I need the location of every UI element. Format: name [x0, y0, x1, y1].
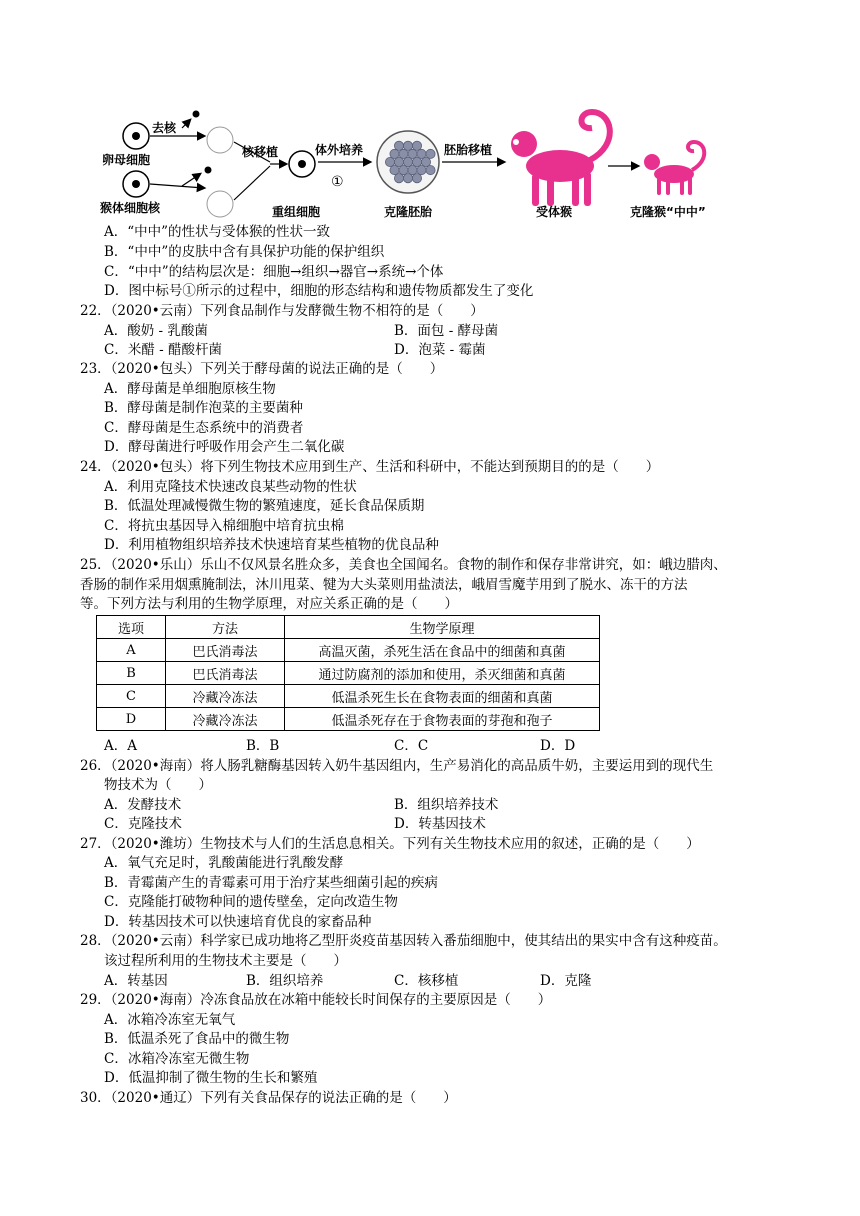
cloned-monkey-label: 克隆猴“中中”	[630, 205, 706, 219]
table-cell: C	[97, 685, 166, 708]
in-vitro-culture-label: 体外培养	[315, 143, 364, 157]
embryo-cell	[403, 174, 412, 183]
circle-one-label: ①	[331, 174, 344, 190]
monkey-nucleus-label: 猴体细胞核	[100, 201, 161, 215]
q21-option-a: A．“中中”的性状与受体猴的性状一致	[104, 224, 331, 240]
table-header-row	[97, 616, 600, 639]
table-row	[97, 639, 600, 662]
embryo-cell	[412, 157, 421, 166]
q26-option-c: C．克隆技术	[104, 816, 182, 832]
embryo-cell	[394, 174, 403, 183]
embryo-cell	[426, 166, 435, 175]
q28-option-d: D．克隆	[540, 973, 592, 989]
cloned-embryo	[377, 131, 439, 193]
q22-stem: 22．（2020•云南）下列食品制作与发酵微生物不相符的是（ ）	[80, 303, 484, 319]
table-cell: 低温杀死存在于食物表面的芽孢和孢子	[285, 708, 600, 731]
table-cell: 巴氏消毒法	[166, 662, 285, 685]
embryo-cell	[421, 157, 430, 166]
removed-nucleus	[193, 111, 200, 118]
q28-option-b: B．组织培养	[246, 973, 324, 989]
table-cell: 巴氏消毒法	[166, 639, 285, 662]
q27-option-c: C．克隆能打破物种间的遗传壁垒，定向改造生物	[104, 894, 398, 910]
embryo-cell	[399, 166, 408, 175]
table-header-cell: 生物学原理	[285, 616, 600, 639]
q27-option-d: D．转基因技术可以快速培育优良的家畜品种	[104, 914, 372, 930]
q24-option-d: D．利用植物组织培养技术快速培育某些植物的优良品种	[104, 537, 439, 553]
q26-option-d: D．转基因技术	[394, 816, 486, 832]
table-cell: B	[97, 662, 166, 685]
q24-option-a: A．利用克隆技术快速改良某些动物的性状	[104, 479, 357, 495]
q27-option-b: B．青霉菌产生的青霉素可用于治疗某些细菌引起的疾病	[104, 875, 438, 891]
q21-option-d: D．图中标号①所示的过程中，细胞的形态结构和遗传物质都发生了变化	[104, 283, 534, 299]
recombinant-cell-label: 重组细胞	[272, 205, 321, 219]
q28-stem-line-2: 该过程所利用的生物技术主要是（ ）	[104, 953, 347, 969]
q29-stem: 29．（2020•海南）冷冻食品放在冰箱中能较长时间保存的主要原因是（ ）	[80, 992, 552, 1008]
embryo-cell	[399, 149, 408, 158]
q26-stem-line-1: 26．（2020•海南）将人肠乳糖酶基因转入奶牛基因组内，生产易消化的高品质牛奶，主要运用到的现代生	[80, 758, 714, 774]
table-cell: A	[97, 639, 166, 662]
remove-nucleus-label: 去核	[152, 121, 177, 135]
egg-cell-label: 卵母细胞	[102, 153, 151, 167]
q29-option-a: A．冰箱冷冻室无氧气	[104, 1012, 236, 1028]
table-row	[97, 708, 600, 731]
q25-option-b: B．B	[246, 738, 280, 754]
q25-stem-line-3: 等。下列方法与利用的生物学原理，对应关系正确的是（ ）	[80, 596, 458, 612]
q21-option-b: B．“中中”的皮肤中含有具保护功能的保护组织	[104, 244, 385, 260]
q25-table	[96, 615, 600, 731]
q23-option-c: C．酵母菌是生态系统中的消费者	[104, 420, 304, 436]
q30-stem: 30．（2020•通辽）下列有关食品保存的说法正确的是（ ）	[80, 1090, 457, 1106]
embryo-transfer-label: 胚胎移植	[444, 143, 493, 157]
cloned-embryo-label: 克隆胚胎	[384, 205, 433, 219]
embryo-cell	[394, 157, 403, 166]
table-header-cell: 方法	[166, 616, 285, 639]
embryo-cell	[408, 166, 417, 175]
q23-option-d: D．酵母菌进行呼吸作用会产生二氧化碳	[104, 439, 345, 455]
embryo-cell	[412, 141, 421, 150]
embryo-cell	[390, 166, 399, 175]
embryo-cell	[403, 157, 412, 166]
q23-option-a: A．酵母菌是单细胞原核生物	[104, 381, 276, 397]
q27-option-a: A．氧气充足时，乳酸菌能进行乳酸发酵	[104, 855, 344, 871]
embryo-cell	[417, 166, 426, 175]
q24-stem: 24．（2020•包头）将下列生物技术应用到生产、生活和科研中，不能达到预期目的的是（ ）	[80, 459, 660, 475]
egg-cell	[123, 123, 149, 149]
q28-option-a: A．转基因	[104, 973, 168, 989]
embryo-cell	[390, 149, 399, 158]
q25-option-c: C．C	[394, 738, 429, 754]
q25-stem-line-2: 香肠的制作采用烟熏腌制法，沐川甩菜、犍为大头菜则用盐渍法，峨眉雪魔芋用到了脱水、冻干的方法	[80, 577, 688, 593]
table-row	[97, 662, 600, 685]
embryo-cell	[426, 149, 435, 158]
q29-option-d: D．低温抑制了微生物的生长和繁殖	[104, 1070, 318, 1086]
q26-stem-line-2: 物技术为（ ）	[104, 777, 212, 793]
table-row	[97, 685, 600, 708]
table-cell: 高温灭菌，杀死生活在食品中的细菌和真菌	[285, 639, 600, 662]
q24-option-c: C．将抗虫基因导入棉细胞中培育抗虫棉	[104, 518, 344, 534]
q26-option-a: A．发酵技术	[104, 797, 182, 813]
cloning-diagram	[100, 104, 740, 220]
nuclear-transfer-label: 核移植	[242, 145, 279, 159]
q29-option-b: B．低温杀死了食品中的微生物	[104, 1031, 290, 1047]
recombinant-cell	[289, 151, 315, 177]
q23-option-b: B．酵母菌是制作泡菜的主要菌种	[104, 400, 303, 416]
cloned-monkey-icon	[644, 142, 704, 195]
embryo-cell	[403, 141, 412, 150]
q22-option-a: A．酸奶 - 乳酸菌	[104, 323, 208, 339]
table-cell: 冷藏冷冻法	[166, 708, 285, 731]
q22-option-d: D．泡菜 - 霉菌	[394, 342, 486, 358]
q29-option-c: C．冰箱冷冻室无微生物	[104, 1051, 250, 1067]
recipient-monkey-icon	[511, 112, 610, 206]
q26-option-b: B．组织培养技术	[394, 797, 499, 813]
embryo-cell	[394, 141, 403, 150]
q25-option-d: D．D	[540, 738, 576, 754]
embryo-cell	[412, 174, 421, 183]
q27-stem: 27．（2020•潍坊）生物技术与人们的生活息息相关。下列有关生物技术应用的叙述，正确的是（ ）	[80, 836, 700, 852]
q21-option-c: C．“中中”的结构层次是：细胞→组织→器官→系统→个体	[104, 264, 444, 280]
embryo-cell	[385, 157, 394, 166]
table-cell: 冷藏冷冻法	[166, 685, 285, 708]
q25-option-a: A．A	[104, 738, 137, 754]
embryo-cell	[408, 149, 417, 158]
table-cell: 低温杀死生长在食物表面的细菌和真菌	[285, 685, 600, 708]
table-cell: 通过防腐剂的添加和使用，杀灭细菌和真菌	[285, 662, 600, 685]
q22-option-b: B．面包 - 酵母菌	[394, 323, 499, 339]
q23-stem: 23．（2020•包头）下列关于酵母菌的说法正确的是（ ）	[80, 361, 444, 377]
table-cell: D	[97, 708, 166, 731]
q28-stem-line-1: 28．（2020•云南）科学家已成功地将乙型肝炎疫苗基因转入番茄细胞中，使其结出的果实中含有这种疫苗。	[80, 933, 727, 949]
q28-option-c: C．核移植	[394, 973, 459, 989]
q22-option-c: C．米醋 - 醋酸杆菌	[104, 342, 222, 358]
q24-option-b: B．低温处理减慢微生物的繁殖速度，延长食品保质期	[104, 498, 425, 514]
cloning-diagram-svg	[100, 104, 740, 220]
table-header-cell: 选项	[97, 616, 166, 639]
q25-stem-line-1: 25．（2020•乐山）乐山不仅风景名胜众多，美食也全国闻名。食物的制作和保存非常讲究，如：峨边腊肉、	[80, 557, 727, 573]
recipient-monkey-label: 受体猴	[536, 205, 573, 219]
monkey-nucleus-cell	[123, 171, 149, 197]
embryo-cell	[417, 149, 426, 158]
